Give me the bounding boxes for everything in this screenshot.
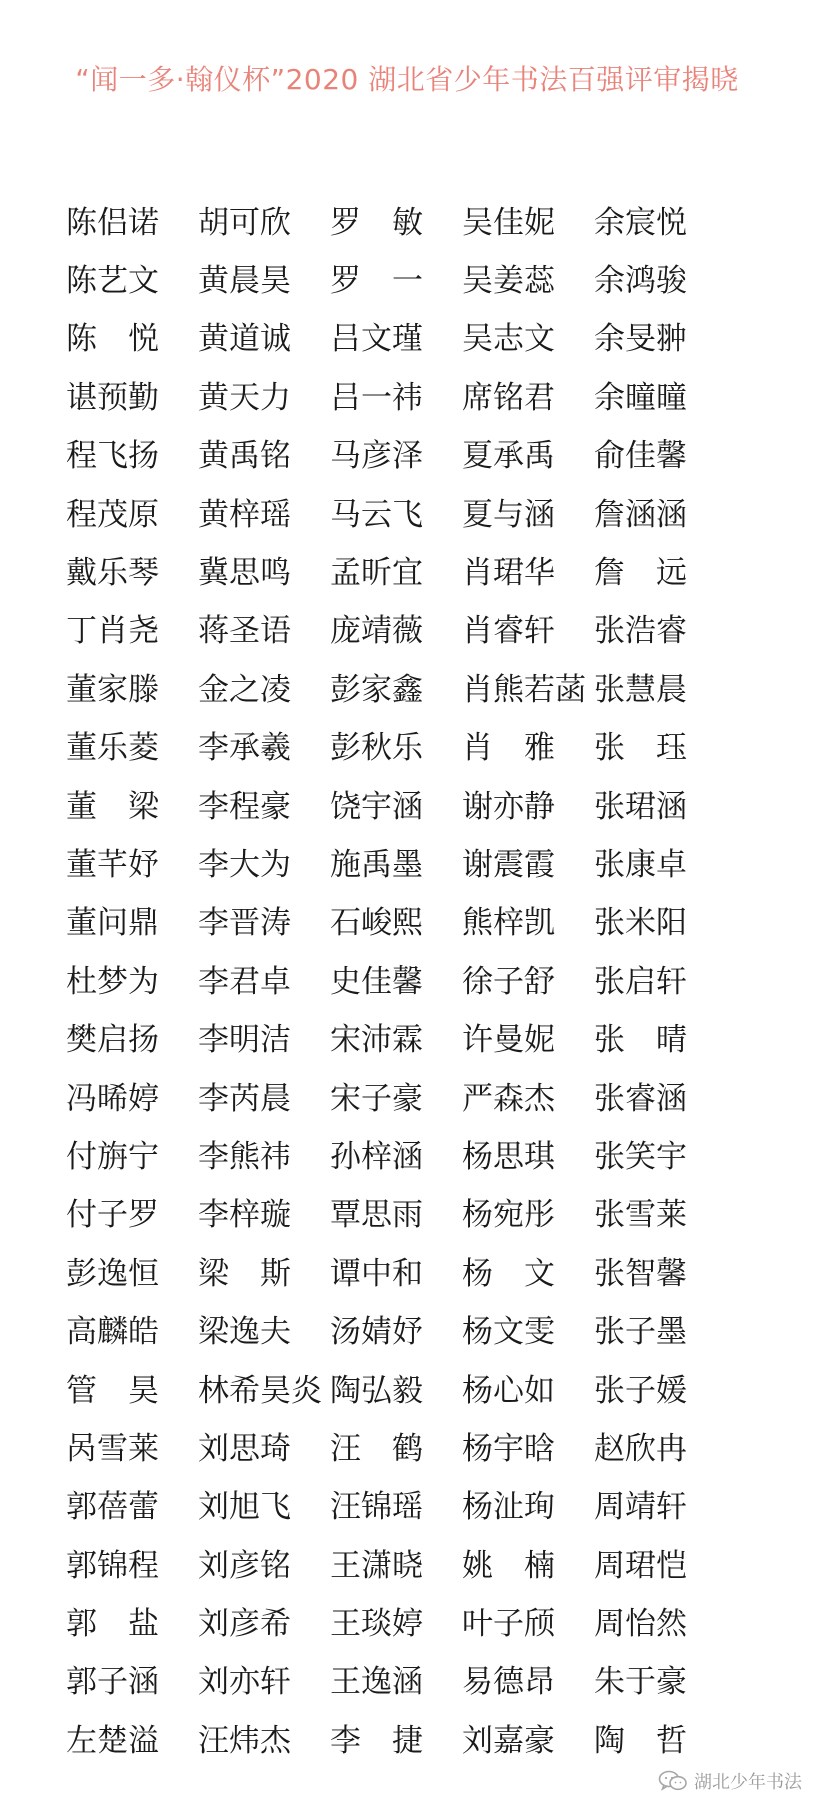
watermark-text: 湖北少年书法 bbox=[694, 1772, 802, 1793]
name-cell: 夏与涵 bbox=[462, 496, 555, 533]
name-row bbox=[66, 307, 756, 365]
name-cell: 张睿涵 bbox=[594, 1080, 687, 1117]
name-cell: 俞佳馨 bbox=[594, 438, 687, 475]
name-cell: 陈艺文 bbox=[66, 263, 159, 300]
name-cell: 熊梓凯 bbox=[462, 905, 555, 942]
name-cell: 肖熊若菡 bbox=[462, 671, 586, 708]
name-row bbox=[66, 1591, 756, 1649]
name-cell: 张珺涵 bbox=[594, 788, 687, 825]
name-row bbox=[66, 482, 756, 540]
name-cell: 彭家鑫 bbox=[330, 671, 423, 708]
name-cell: 罗 一 bbox=[330, 263, 423, 300]
name-cell: 黄梓瑶 bbox=[198, 496, 291, 533]
name-cell: 郭子涵 bbox=[66, 1664, 159, 1701]
name-cell: 余宸悦 bbox=[594, 204, 687, 241]
name-cell: 陶 哲 bbox=[594, 1722, 687, 1759]
name-cell: 王潇晓 bbox=[330, 1547, 423, 1584]
name-cell: 饶宇涵 bbox=[330, 788, 423, 825]
watermark bbox=[658, 1768, 802, 1794]
name-cell: 杨心如 bbox=[462, 1372, 555, 1409]
name-row bbox=[66, 540, 756, 598]
name-cell: 周珺恺 bbox=[594, 1547, 687, 1584]
name-cell: 王逸涵 bbox=[330, 1664, 423, 1701]
name-cell: 刘彦希 bbox=[198, 1606, 291, 1643]
name-list bbox=[66, 190, 756, 1767]
name-cell: 姚 楠 bbox=[462, 1547, 555, 1584]
name-cell: 高麟皓 bbox=[66, 1314, 159, 1351]
name-row bbox=[66, 1416, 756, 1474]
name-cell: 汪 鹤 bbox=[330, 1430, 423, 1467]
name-cell: 朱于豪 bbox=[594, 1664, 687, 1701]
name-row bbox=[66, 1007, 756, 1065]
name-cell: 余鸿骏 bbox=[594, 263, 687, 300]
name-row bbox=[66, 190, 756, 248]
name-cell: 许曼妮 bbox=[462, 1022, 555, 1059]
name-cell: 谢亦静 bbox=[462, 788, 555, 825]
name-cell: 席铭君 bbox=[462, 379, 555, 416]
name-cell: 詹 远 bbox=[594, 555, 687, 592]
name-cell: 严森杰 bbox=[462, 1080, 555, 1117]
name-cell: 郭蓓蕾 bbox=[66, 1489, 159, 1526]
name-cell: 杨宇晗 bbox=[462, 1430, 555, 1467]
name-cell: 汤婧妤 bbox=[330, 1314, 423, 1351]
name-cell: 陈侣诺 bbox=[66, 204, 159, 241]
name-cell: 林希昊炎 bbox=[198, 1372, 322, 1409]
name-cell: 董乐菱 bbox=[66, 730, 159, 767]
name-cell: 张 珏 bbox=[594, 730, 687, 767]
name-cell: 易德昂 bbox=[462, 1664, 555, 1701]
name-cell: 张浩睿 bbox=[594, 613, 687, 650]
name-cell: 杜梦为 bbox=[66, 963, 159, 1000]
name-cell: 董芊妤 bbox=[66, 846, 159, 883]
name-row bbox=[66, 424, 756, 482]
name-row bbox=[66, 1358, 756, 1416]
name-cell: 郭 盐 bbox=[66, 1606, 159, 1643]
name-cell: 李梓璇 bbox=[198, 1197, 291, 1234]
name-row bbox=[66, 774, 756, 832]
name-cell: 谭中和 bbox=[330, 1255, 423, 1292]
name-cell: 李君卓 bbox=[198, 963, 291, 1000]
name-cell: 施禹墨 bbox=[330, 846, 423, 883]
name-cell: 马彦泽 bbox=[330, 438, 423, 475]
name-cell: 叶子颀 bbox=[462, 1606, 555, 1643]
name-cell: 肖睿轩 bbox=[462, 613, 555, 650]
name-cell: 张 晴 bbox=[594, 1022, 687, 1059]
name-row bbox=[66, 716, 756, 774]
name-cell: 董 梁 bbox=[66, 788, 159, 825]
name-cell: 黄天力 bbox=[198, 379, 291, 416]
name-cell: 吴佳妮 bbox=[462, 204, 555, 241]
name-cell: 金之凌 bbox=[198, 671, 291, 708]
name-row bbox=[66, 657, 756, 715]
name-cell: 彭秋乐 bbox=[330, 730, 423, 767]
name-cell: 谌预勤 bbox=[66, 379, 159, 416]
name-cell: 陶弘毅 bbox=[330, 1372, 423, 1409]
name-row bbox=[66, 1124, 756, 1182]
name-cell: 史佳馨 bbox=[330, 963, 423, 1000]
name-cell: 张子媛 bbox=[594, 1372, 687, 1409]
name-cell: 黄道诚 bbox=[198, 321, 291, 358]
name-cell: 张智馨 bbox=[594, 1255, 687, 1292]
name-row bbox=[66, 1066, 756, 1124]
name-cell: 吕一祎 bbox=[330, 379, 423, 416]
name-cell: 呙雪莱 bbox=[66, 1430, 159, 1467]
name-cell: 刘思琦 bbox=[198, 1430, 291, 1467]
page-title: “闻一多·翰仪杯”2020 湖北省少年书法百强评审揭晓 bbox=[75, 63, 739, 96]
name-cell: 张康卓 bbox=[594, 846, 687, 883]
name-row bbox=[66, 1650, 756, 1708]
name-cell: 张米阳 bbox=[594, 905, 687, 942]
name-cell: 杨文雯 bbox=[462, 1314, 555, 1351]
name-cell: 肖珺华 bbox=[462, 555, 555, 592]
name-cell: 冯晞婷 bbox=[66, 1080, 159, 1117]
name-row bbox=[66, 1241, 756, 1299]
name-cell: 汪炜杰 bbox=[198, 1722, 291, 1759]
name-cell: 张慧晨 bbox=[594, 671, 687, 708]
name-cell: 周怡然 bbox=[594, 1606, 687, 1643]
name-cell: 余旻翀 bbox=[594, 321, 687, 358]
name-cell: 杨 文 bbox=[462, 1255, 555, 1292]
name-cell: 董家滕 bbox=[66, 671, 159, 708]
name-cell: 刘旭飞 bbox=[198, 1489, 291, 1526]
name-cell: 李明洁 bbox=[198, 1022, 291, 1059]
name-cell: 李晋涛 bbox=[198, 905, 291, 942]
name-cell: 李熊祎 bbox=[198, 1138, 291, 1175]
name-cell: 程茂原 bbox=[66, 496, 159, 533]
name-cell: 赵欣冉 bbox=[594, 1430, 687, 1467]
name-cell: 刘亦轩 bbox=[198, 1664, 291, 1701]
name-cell: 郭锦程 bbox=[66, 1547, 159, 1584]
name-cell: 肖 雅 bbox=[462, 730, 555, 767]
name-cell: 余曈曈 bbox=[594, 379, 687, 416]
name-cell: 李承羲 bbox=[198, 730, 291, 767]
name-row bbox=[66, 599, 756, 657]
name-cell: 樊启扬 bbox=[66, 1022, 159, 1059]
name-cell: 宋沛霖 bbox=[330, 1022, 423, 1059]
name-cell: 梁逸夫 bbox=[198, 1314, 291, 1351]
name-cell: 丁肖尧 bbox=[66, 613, 159, 650]
name-cell: 陈 悦 bbox=[66, 321, 159, 358]
name-row bbox=[66, 891, 756, 949]
name-cell: 吕文瑾 bbox=[330, 321, 423, 358]
name-cell: 刘彦铭 bbox=[198, 1547, 291, 1584]
name-row bbox=[66, 1299, 756, 1357]
name-cell: 董问鼎 bbox=[66, 905, 159, 942]
name-cell: 张启轩 bbox=[594, 963, 687, 1000]
name-cell: 杨宛彤 bbox=[462, 1197, 555, 1234]
name-cell: 孙梓涵 bbox=[330, 1138, 423, 1175]
name-row bbox=[66, 1533, 756, 1591]
name-cell: 张雪莱 bbox=[594, 1197, 687, 1234]
name-row bbox=[66, 949, 756, 1007]
name-cell: 付旃宁 bbox=[66, 1138, 159, 1175]
name-cell: 黄晨昊 bbox=[198, 263, 291, 300]
name-cell: 程飞扬 bbox=[66, 438, 159, 475]
name-cell: 张笑宇 bbox=[594, 1138, 687, 1175]
name-cell: 彭逸恒 bbox=[66, 1255, 159, 1292]
name-cell: 罗 敏 bbox=[330, 204, 423, 241]
name-cell: 汪锦瑶 bbox=[330, 1489, 423, 1526]
name-cell: 李大为 bbox=[198, 846, 291, 883]
name-cell: 李程豪 bbox=[198, 788, 291, 825]
name-cell: 石峻熙 bbox=[330, 905, 423, 942]
name-cell: 周靖轩 bbox=[594, 1489, 687, 1526]
name-row bbox=[66, 365, 756, 423]
name-cell: 王琰婷 bbox=[330, 1606, 423, 1643]
name-cell: 冀思鸣 bbox=[198, 555, 291, 592]
name-cell: 詹涵涵 bbox=[594, 496, 687, 533]
name-cell: 吴姜蕊 bbox=[462, 263, 555, 300]
name-cell: 张子墨 bbox=[594, 1314, 687, 1351]
name-cell: 黄禹铭 bbox=[198, 438, 291, 475]
name-cell: 李芮晨 bbox=[198, 1080, 291, 1117]
name-row bbox=[66, 832, 756, 890]
name-cell: 庞靖薇 bbox=[330, 613, 423, 650]
name-cell: 戴乐琴 bbox=[66, 555, 159, 592]
name-cell: 付子罗 bbox=[66, 1197, 159, 1234]
name-cell: 蒋圣语 bbox=[198, 613, 291, 650]
name-cell: 夏承禹 bbox=[462, 438, 555, 475]
name-cell: 杨思琪 bbox=[462, 1138, 555, 1175]
name-cell: 李 捷 bbox=[330, 1722, 423, 1759]
wechat-icon bbox=[658, 1770, 688, 1792]
name-row bbox=[66, 1183, 756, 1241]
name-row bbox=[66, 1708, 756, 1766]
name-cell: 左楚溢 bbox=[66, 1722, 159, 1759]
name-cell: 宋子豪 bbox=[330, 1080, 423, 1117]
name-cell: 刘嘉豪 bbox=[462, 1722, 555, 1759]
name-row bbox=[66, 248, 756, 306]
name-cell: 孟昕宜 bbox=[330, 555, 423, 592]
name-cell: 徐子舒 bbox=[462, 963, 555, 1000]
name-row bbox=[66, 1475, 756, 1533]
name-cell: 吴志文 bbox=[462, 321, 555, 358]
name-cell: 马云飞 bbox=[330, 496, 423, 533]
name-cell: 梁 斯 bbox=[198, 1255, 291, 1292]
name-cell: 谢震霞 bbox=[462, 846, 555, 883]
name-cell: 管 昊 bbox=[66, 1372, 159, 1409]
name-cell: 胡可欣 bbox=[198, 204, 291, 241]
name-cell: 覃思雨 bbox=[330, 1197, 423, 1234]
name-cell: 杨沚珣 bbox=[462, 1489, 555, 1526]
